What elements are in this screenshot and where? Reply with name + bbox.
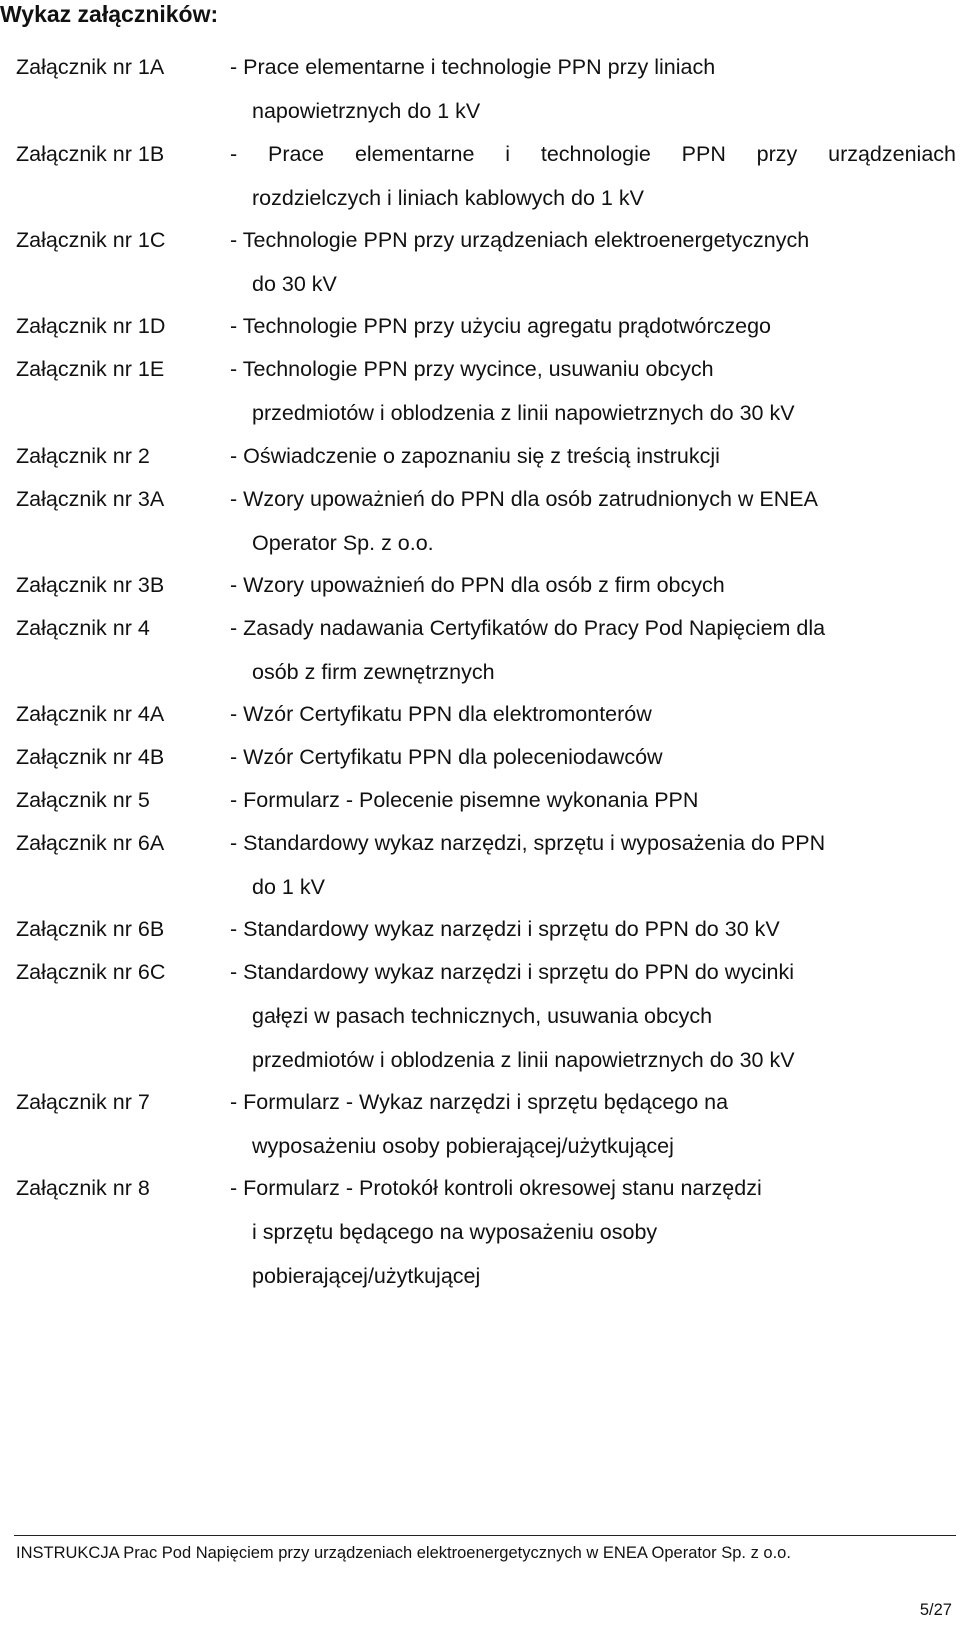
- attachment-code: Załącznik nr 1A: [16, 55, 165, 79]
- description-line: - Technologie PPN przy urządzeniach elektroenergetycznych: [230, 228, 810, 252]
- attachment-description: [230, 304, 956, 348]
- description-line: rozdzielczych i liniach kablowych do 1 kV: [252, 186, 644, 210]
- attachment-code: Załącznik nr 4: [16, 616, 150, 640]
- description-line: gałęzi w pasach technicznych, usuwania obcych: [252, 1004, 713, 1028]
- attachment-description: [230, 132, 956, 220]
- attachment-description: [230, 477, 956, 565]
- description-line: - Standardowy wykaz narzędzi, sprzętu i wyposażenia do PPN: [230, 831, 826, 855]
- attachment-description: [230, 735, 956, 779]
- description-line: i sprzętu będącego na wyposażeniu osoby: [252, 1220, 658, 1244]
- description-line: - Wzory upoważnień do PPN dla osób zatrudnionych w ENEA: [230, 487, 818, 511]
- attachment-code: Załącznik nr 1D: [16, 314, 166, 338]
- description-line: wyposażeniu osoby pobierającej/użytkującej: [252, 1134, 674, 1158]
- description-line: pobierającej/użytkującej: [252, 1264, 481, 1288]
- description-line: - Wzory upoważnień do PPN dla osób z firm obcych: [230, 573, 725, 597]
- description-line: - Wzór Certyfikatu PPN dla elektromonterów: [230, 702, 652, 726]
- description-line: - Formularz - Wykaz narzędzi i sprzętu będącego na: [230, 1090, 729, 1114]
- attachment-description: [230, 1080, 956, 1168]
- attachment-code: Załącznik nr 5: [16, 788, 150, 812]
- attachment-code: Załącznik nr 3A: [16, 487, 165, 511]
- description-line: - Formularz - Protokół kontroli okresowej stanu narzędzi: [230, 1176, 762, 1200]
- description-line: przedmiotów i oblodzenia z linii napowietrznych do 30 kV: [252, 401, 795, 425]
- attachment-description: [230, 821, 956, 909]
- description-line: - Standardowy wykaz narzędzi i sprzętu do PPN do 30 kV: [230, 917, 780, 941]
- attachment-description: [230, 606, 956, 694]
- page-number: 5/27: [919, 1601, 952, 1619]
- attachment-code: Załącznik nr 8: [16, 1176, 150, 1200]
- attachment-code: Załącznik nr 7: [16, 1090, 150, 1114]
- description-line: - Zasady nadawania Certyfikatów do Pracy Pod Napięciem dla: [230, 616, 826, 640]
- page-title: Wykaz załączników:: [0, 1, 219, 27]
- description-line: - Technologie PPN przy użyciu agregatu prądotwórczego: [230, 314, 771, 338]
- description-line: - Prace elementarne i technologie PPN przy urządzeniach: [230, 142, 956, 166]
- attachment-code: Załącznik nr 1B: [16, 142, 165, 166]
- description-line: do 1 kV: [252, 875, 325, 899]
- attachment-code: Załącznik nr 1C: [16, 228, 166, 252]
- description-line: do 30 kV: [252, 272, 337, 296]
- description-line: przedmiotów i oblodzenia z linii napowietrznych do 30 kV: [252, 1048, 795, 1072]
- description-line: - Standardowy wykaz narzędzi i sprzętu do PPN do wycinki: [230, 960, 795, 984]
- attachment-description: [230, 950, 956, 1082]
- attachment-code: Załącznik nr 4B: [16, 745, 165, 769]
- attachment-code: Załącznik nr 4A: [16, 702, 165, 726]
- attachment-code: Załącznik nr 2: [16, 444, 150, 468]
- attachment-description: [230, 1166, 956, 1298]
- attachment-description: [230, 563, 956, 607]
- footer-divider: [14, 1535, 956, 1536]
- description-line: - Formularz - Polecenie pisemne wykonania PPN: [230, 788, 699, 812]
- description-line: Operator Sp. z o.o.: [252, 531, 434, 555]
- attachment-code: Załącznik nr 3B: [16, 573, 165, 597]
- attachment-description: [230, 45, 956, 133]
- attachment-code: Załącznik nr 6A: [16, 831, 165, 855]
- description-line: - Oświadczenie o zapoznaniu się z treścią instrukcji: [230, 444, 720, 468]
- attachment-code: Załącznik nr 6C: [16, 960, 166, 984]
- description-line: - Wzór Certyfikatu PPN dla poleceniodawców: [230, 745, 663, 769]
- description-line: osób z firm zewnętrznych: [252, 660, 495, 684]
- description-line: - Prace elementarne i technologie PPN przy liniach: [230, 55, 716, 79]
- description-line: napowietrznych do 1 kV: [252, 99, 481, 123]
- attachment-description: [230, 218, 956, 306]
- attachment-description: [230, 434, 956, 478]
- footer-text: INSTRUKCJA Prac Pod Napięciem przy urządzeniach elektroenergetycznych w ENEA Operator Sp. z o.o.: [16, 1544, 791, 1562]
- description-line: - Technologie PPN przy wycince, usuwaniu obcych: [230, 357, 714, 381]
- attachment-description: [230, 778, 956, 822]
- attachment-code: Załącznik nr 6B: [16, 917, 165, 941]
- attachment-description: [230, 907, 956, 951]
- attachment-description: [230, 347, 956, 435]
- attachment-code: Załącznik nr 1E: [16, 357, 165, 381]
- attachment-description: [230, 692, 956, 736]
